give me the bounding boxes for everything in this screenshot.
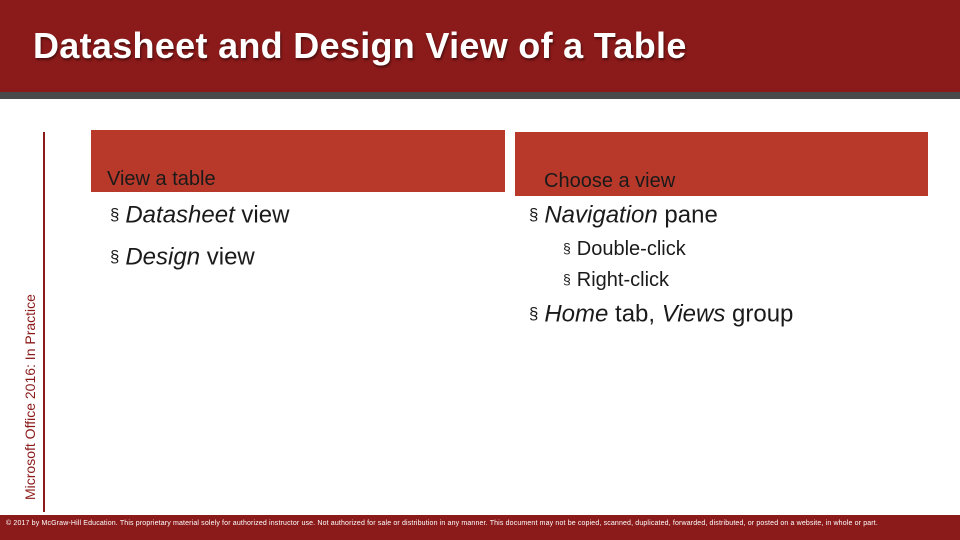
bullet-icon: § bbox=[110, 205, 120, 224]
bullet-italic: Views bbox=[661, 300, 726, 328]
footer-bar bbox=[0, 515, 960, 540]
right-heading: Choose a view bbox=[544, 170, 676, 192]
bullet-italic: Navigation bbox=[544, 201, 658, 229]
bullet-icon: § bbox=[563, 271, 571, 287]
side-label: Microsoft Office 2016: In Practice bbox=[22, 294, 38, 500]
left-heading-box bbox=[91, 130, 505, 192]
bullet-text: tab, bbox=[608, 300, 662, 328]
bullet-icon: § bbox=[563, 240, 571, 256]
list-item bbox=[529, 299, 793, 337]
sub-bullet-text: Double-click bbox=[576, 238, 686, 261]
bullet-italic: Design bbox=[125, 243, 201, 271]
sub-list-item bbox=[529, 265, 793, 296]
left-bullet-list bbox=[110, 200, 289, 284]
bullet-text: group bbox=[725, 300, 794, 328]
left-heading: View a table bbox=[107, 168, 216, 190]
title-divider bbox=[0, 92, 960, 99]
bullet-text: pane bbox=[657, 201, 718, 229]
copyright-notice: © 2017 by McGraw-Hill Education. This proprietary material solely for authorized instructor use. Not authorized for sale or distribution in any manner. This document may not be copied, scanned, duplicated, forwarded, distributed, or posted on a website, in whole or part. bbox=[6, 520, 878, 527]
bullet-icon: § bbox=[529, 304, 539, 323]
bullet-text: view bbox=[200, 243, 255, 271]
list-item bbox=[529, 200, 793, 234]
sub-list-item bbox=[529, 234, 793, 265]
title-bar bbox=[0, 0, 960, 92]
bullet-text: view bbox=[234, 201, 290, 229]
right-heading-box bbox=[515, 132, 928, 196]
bullet-icon: § bbox=[110, 247, 120, 266]
right-bullet-list bbox=[529, 200, 793, 337]
bullet-italic: Home bbox=[544, 300, 609, 328]
sub-bullet-text: Right-click bbox=[576, 269, 670, 292]
bullet-italic: Datasheet bbox=[125, 201, 235, 229]
slide-title: Datasheet and Design View of a Table bbox=[33, 25, 687, 66]
list-item bbox=[110, 242, 289, 284]
side-rule bbox=[43, 132, 45, 512]
bullet-icon: § bbox=[529, 205, 539, 224]
list-item bbox=[110, 200, 289, 242]
